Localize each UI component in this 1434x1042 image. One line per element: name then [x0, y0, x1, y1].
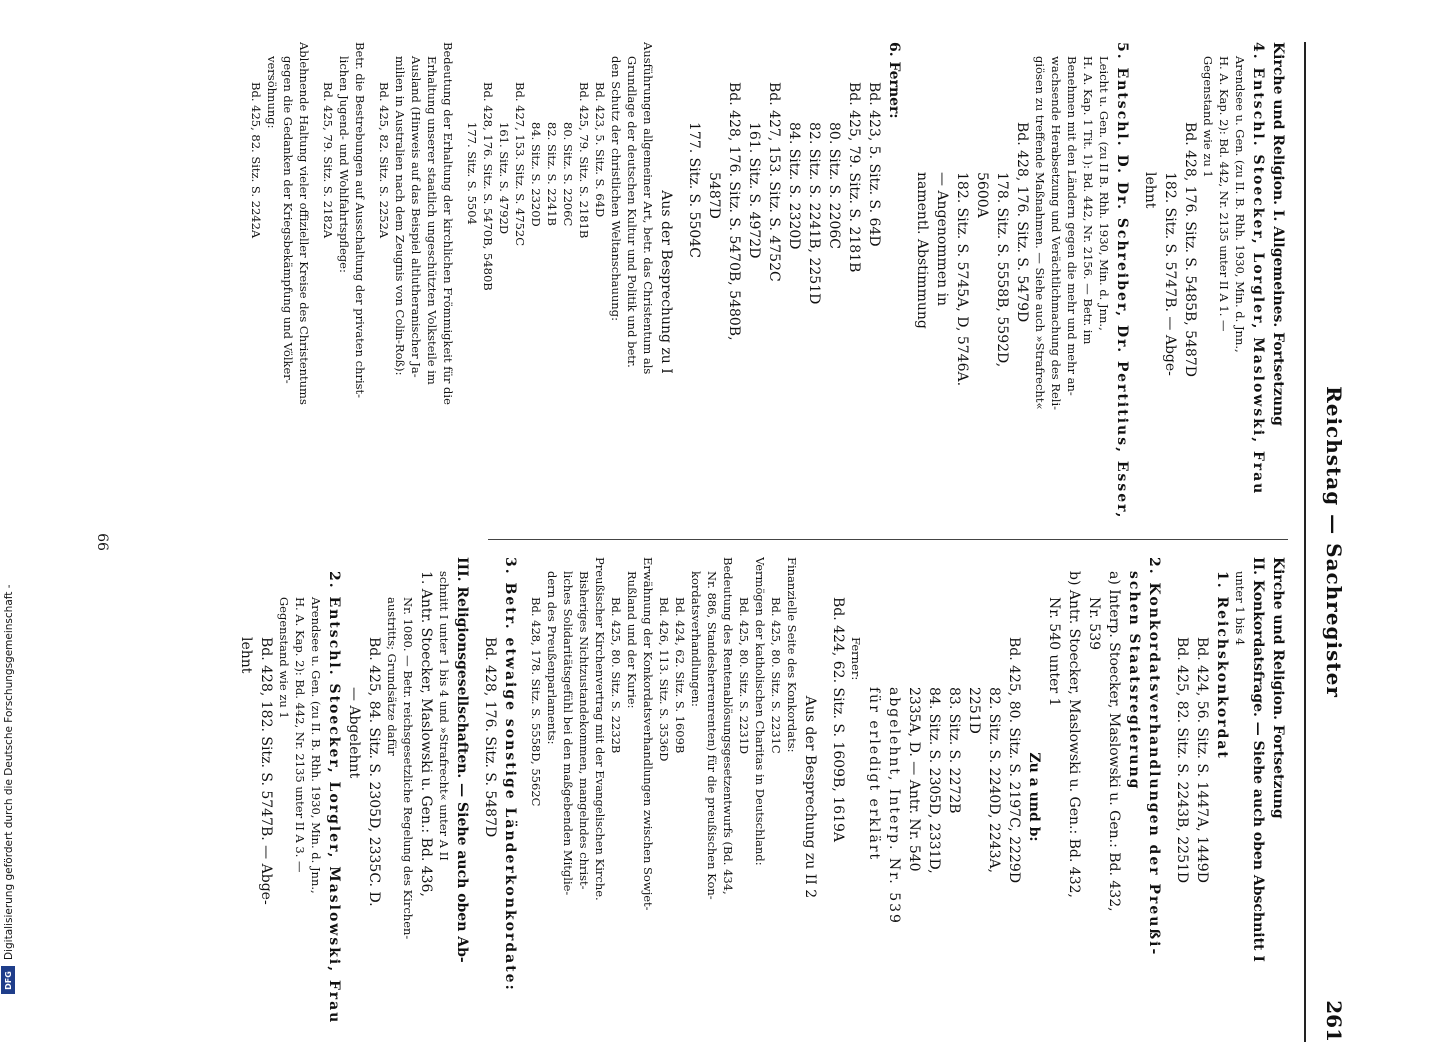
digitization-notice-text: Digitalisierung gefördert durch die Deutsche Forschungsgemeinschaft - [3, 584, 15, 960]
column-divider [488, 539, 1288, 540]
index-line: Bd. 427, 153. Sitz. S. 4752C [766, 82, 782, 282]
index-line: 2. Entschl. Stoecker, Lorgler, Maslowski, Frau [326, 571, 342, 1025]
index-line: 2335A, D. — Antr. Nr. 540 [906, 687, 922, 872]
index-line: 161. Sitz. S. 4972D [746, 122, 762, 259]
index-line: Bd. 424, 62. Sitz. S. 1609B [673, 597, 687, 754]
index-line: Bd. 425, 79. Sitz. S. 2181B [577, 82, 591, 239]
index-line: 84. Sitz. S. 2320D [529, 122, 543, 227]
index-line: Bd. 425, 80. Sitz. S. 2197C, 2229D [1006, 637, 1022, 884]
index-line: kordatsverhandlungen: [689, 571, 703, 707]
index-line: H. A. Kap. 2): Bd. 442, Nr. 2135 unter II A 1. — [1217, 56, 1231, 332]
index-line: Betr. die Bestrebungen auf Ausschaltung der privaten christ- [353, 42, 367, 399]
index-line: versöhnung: [265, 56, 279, 129]
index-line: 82. Sitz. S. 2241B, 2251D [806, 122, 822, 305]
index-line: Bedeutung der Erhaltung der kirchlichen Frömmigkeit für die [441, 42, 455, 405]
index-line: schnitt I unter 1 bis 4 und »Strafrecht« unter A II [437, 571, 451, 861]
index-line: Aus der Besprechung zu II 2 [802, 695, 818, 899]
index-line: Bd. 425, 80. Sitz. S. 2232B [609, 597, 623, 754]
index-line: 1. Antr. Stoecker, Maslowski u. Gen.: Bd. 436, [418, 571, 434, 897]
index-line: Arendsee u. Gen. (zu II. B. Rhh. 1930, Min. d. Jnn., [1233, 56, 1247, 353]
index-line: 80. Sitz. S. 2206C [561, 122, 575, 227]
index-line: 2251D [966, 687, 982, 734]
index-line: Grundlage der deutschen Kultur und Politik und betr. [625, 56, 639, 368]
index-line: Bd. 425, 84. Sitz. S. 2305D, 2335C. D. [366, 637, 382, 907]
index-line: Bd. 425, 79. Sitz. S. 2182A [321, 82, 335, 239]
index-line: 84. Sitz. S. 2305D, 2331D, [926, 687, 942, 874]
index-line: Aus der Besprechung zu I [658, 190, 674, 374]
dfg-logo-text: DFG [3, 970, 13, 990]
index-line: Ausführungen allgemeiner Art, betr. das Christentum als [641, 42, 655, 375]
index-line: 161. Sitz. S. 4792D [497, 122, 511, 235]
index-line: II. Konkordatsfrage. — Siehe auch oben Abschnitt I [1250, 557, 1266, 962]
index-line: Bd. 423, 5. Sitz. S. 64D [866, 82, 882, 247]
index-line: Bd. 428, 178. Sitz. S. 5558D, 5562C [529, 597, 543, 807]
index-line: Bd. 425, 82. Sitz. S. 2243B, 2251D [1174, 637, 1190, 884]
right-column [236, 557, 1288, 1037]
index-line: Ausland (Hinweis auf das Beispiel altlutheranischer Ja- [409, 56, 423, 378]
index-line: Bd. 423, 5. Sitz. S. 64D [593, 82, 607, 218]
index-line: schen Staatsregierung [1126, 571, 1142, 791]
index-line: Ferner: [849, 637, 863, 681]
index-line: lehnt [1142, 172, 1158, 209]
index-line: milien in Australien nach dem Zeugnis von Colin-Roß): [393, 56, 407, 376]
index-line: liches Solidaritätsgefühl bei den maßgebenden Mitglie- [561, 571, 575, 896]
index-line: Bd. 425, 80. Sitz. S. 2231C [769, 597, 783, 754]
index-line: den Schutz der christlichen Weltanschauung: [609, 56, 623, 321]
index-line: Bd. 428, 176. Sitz. S. 5479D [1014, 122, 1030, 323]
index-line: Erwähnung der Konkordatsverhandlungen zwischen Sowjet- [641, 557, 655, 911]
index-line: Bd. 428, 176. Sitz. S. 5487D [482, 637, 498, 838]
index-line: Bd. 428, 176. Sitz. S. 5470B, 5480B, [726, 82, 742, 341]
index-line: dern des Preußenparlaments: [545, 571, 559, 745]
index-line: Rußland und der Kurie: [625, 571, 639, 709]
index-line: 178. Sitz. S. 5558B, 5592D, [994, 172, 1010, 368]
page-folio: 66 [94, 533, 110, 551]
index-line: Preußischer Kirchenvertrag mit der Evangelischen Kirche. [593, 557, 607, 901]
index-line: 4. Entschl. Stoecker, Lorgler, Maslowski, Frau [1250, 42, 1266, 496]
index-line: Bd. 425, 82. Sitz. S. 2242A [249, 82, 263, 239]
index-line: Bd. 425, 80. Sitz. S. 2231D [737, 597, 751, 755]
index-line: III. Religionsgesellschaften. — Siehe auch oben Ab- [454, 557, 470, 963]
index-line: 83. Sitz. S. 2272B [946, 687, 962, 814]
index-line: Gegenstand wie zu 1 [1201, 56, 1215, 178]
index-line: b) Antr. Stoecker, Maslowski u. Gen.: Bd. 432, [1066, 571, 1082, 898]
index-line: Nr. 1080. — Betr. reichsgesetzliche Regelung des Kirchen- [401, 597, 415, 940]
index-line: namentl. Abstimmung [914, 172, 930, 329]
index-line: Nr. 539 [1086, 597, 1102, 651]
index-line: Bedeutung des Rentenablösungsgesetzentwurfs (Bd. 434, [721, 557, 735, 895]
index-line: Bd. 425, 79. Sitz. S. 2181B [846, 82, 862, 273]
index-line: Zu a und b: [1026, 752, 1042, 842]
scanned-page [60, 42, 1350, 1042]
index-line: Nr. 540 unter 1 [1046, 597, 1062, 707]
index-line: 84. Sitz. S. 2320D [786, 122, 802, 250]
index-line: austritts; Grundsätze dafür [385, 597, 399, 756]
index-line: — Angenommen in [934, 172, 950, 307]
index-line: Arendsee u. Gen. (zu II. B. Rhh. 1930, Min. d. Jnn., [309, 597, 323, 894]
page-header [1304, 42, 1346, 1042]
index-line: 6. Ferner: [886, 42, 902, 119]
index-line: unter 1 bis 4 [1233, 571, 1247, 646]
index-line: Benehmen mit den Ländern gegen die mehr und mehr an- [1065, 56, 1079, 396]
index-line: 80. Sitz. S. 2206C [826, 122, 842, 250]
index-line: 3. Betr. etwaige sonstige Länderkonkordate: [502, 557, 518, 992]
running-title: Reichstag — Sachregister [1322, 386, 1346, 698]
index-line: H. A. Kap. 1 Tit. 1): Bd. 442, Nr. 2156. — Betr. im [1081, 56, 1095, 345]
index-line: 177. Sitz. S. 5504 [465, 122, 479, 225]
index-line: Bd. 425, 82. Sitz. S. 2252A [377, 82, 391, 239]
index-line: 5. Entschl. D. Dr. Schreiber, Dr. Pertitius, Esser, [1114, 42, 1130, 520]
index-line: 182. Sitz. S. 5745A, D, 5746A. [954, 172, 970, 387]
index-line: Bd. 428, 176. Sitz. S. 5470B, 5480B [481, 82, 495, 291]
index-line: Ablehnende Haltung vieler offizieller Kreise des Christentums [297, 42, 311, 405]
index-line: H. A. Kap. 2): Bd. 442, Nr. 2135 unter II A 3. — [293, 597, 307, 873]
index-line: Bd. 428, 176. Sitz. S. 5485B, 5487D [1182, 122, 1198, 378]
index-line: Bd. 428, 182. Sitz. S. 5747B. — Abge- [258, 637, 274, 905]
index-line: Leicht u. Gen. (zu II B. Rhh. 1930, Min. d. Jnn., [1097, 56, 1111, 331]
index-line: lichen Jugend- und Wohlfahrtspflege: [337, 56, 351, 273]
index-line: a) Interp. Stoecker, Maslowski u. Gen.: Bd. 432, [1106, 571, 1122, 912]
index-line: Vermögen der katholischen Charitas in Deutschland: [753, 557, 767, 866]
index-line: wachsende Herabsetzung und Verächtlichmachung des Reli- [1049, 56, 1063, 411]
index-line: Gegenstand wie zu 1 [277, 597, 291, 719]
digitization-notice [0, 0, 16, 1000]
dfg-logo [1, 966, 15, 994]
index-line: Bd. 427, 153. Sitz. S. 4752C [513, 82, 527, 247]
index-line: 1. Reichskonkordat [1214, 571, 1230, 760]
index-line: Bd. 424, 62. Sitz. S. 1609B, 1619A [830, 597, 846, 843]
index-line: für erledigt erklärt [866, 687, 882, 862]
index-line: gegen die Gedanken der Kriegsbekämpfung und Völker- [281, 56, 295, 384]
index-line: Bd. 424, 56. Sitz. S. 1447A, 1449D [1194, 637, 1210, 883]
index-line: Erhaltung unserer staatlich ungeschützten Volksteile im [425, 56, 439, 385]
index-line: lehnt [238, 637, 254, 674]
index-line: 182. Sitz. S. 5747B. — Abge- [1162, 172, 1178, 376]
index-line: 5487D [706, 172, 722, 219]
index-line: 2. Konkordatsverhandlungen der Preußi- [1146, 557, 1162, 957]
index-line: Bisheriges Nichtzustandekommen, mangelndes christ- [577, 571, 591, 890]
index-line: Bd. 426, 113. Sitz. S. 3536D [657, 597, 671, 762]
left-column [248, 42, 1288, 522]
index-line: Kirche und Religion. Fortsetzung [1270, 557, 1286, 819]
index-line: 177. Sitz. S. 5504C [686, 122, 702, 258]
index-line: Nr. 886, Standesherrenrenten) für die preußischen Kon- [705, 571, 719, 900]
index-line: — Abgelehnt [346, 687, 362, 779]
page-number: 261 [1322, 1000, 1346, 1042]
index-line: abgelehnt, Interp. Nr. 539 [886, 687, 902, 925]
index-line: 82. Sitz. S. 2240D, 2243A, [986, 687, 1002, 874]
index-line: Finanzielle Seite des Konkordats: [785, 557, 799, 753]
index-line: 82. Sitz. S. 2241B [545, 122, 559, 226]
index-line: giösen zu treffende Maßnahmen. — Siehe auch »Strafrecht« [1033, 56, 1047, 410]
index-line: 5600A [974, 172, 990, 218]
index-line: Kirche und Religion. I. Allgemeines. Fortsetzung [1270, 42, 1286, 426]
